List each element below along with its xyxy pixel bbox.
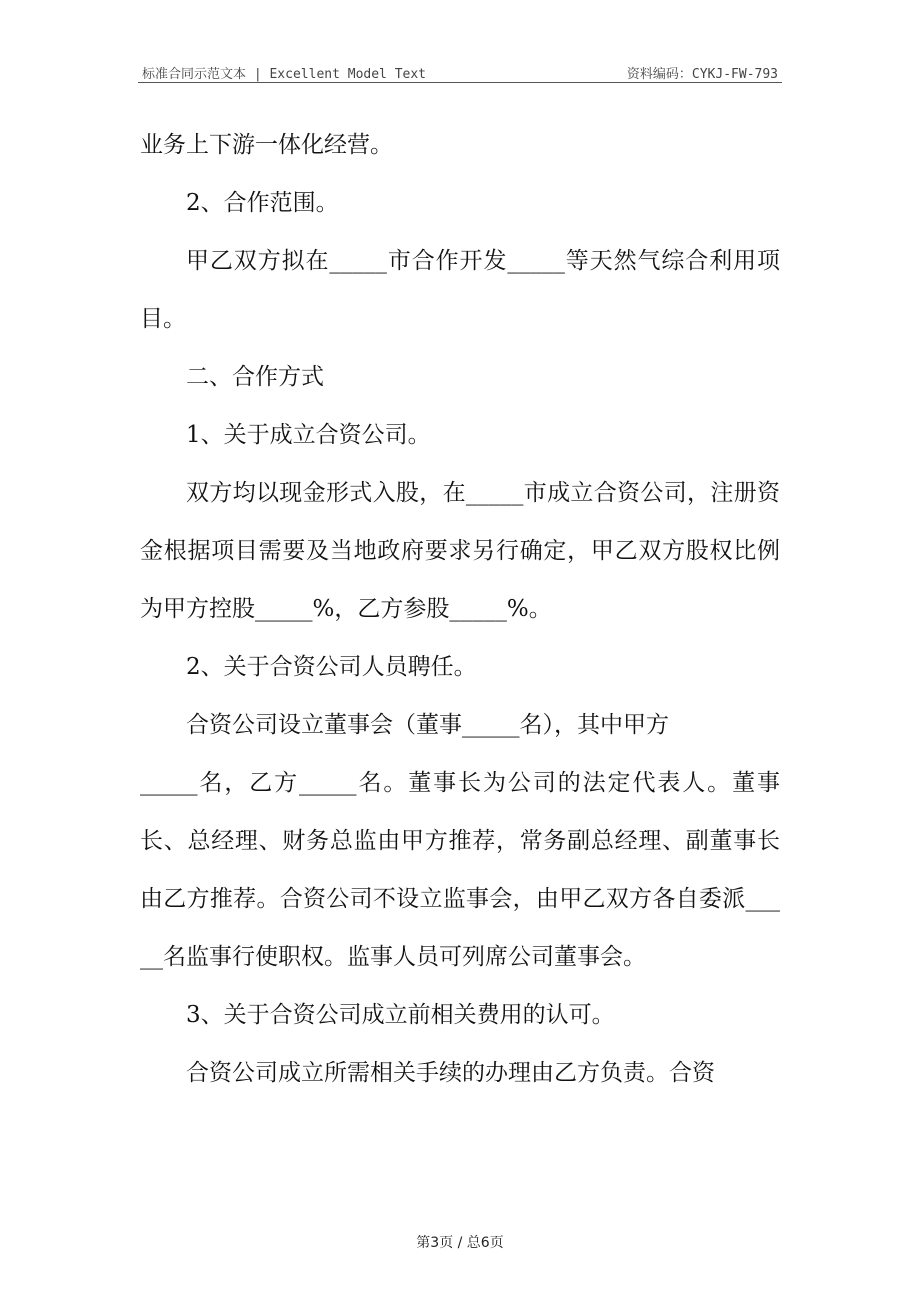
page-number: 第3页 / 总6页	[416, 1235, 504, 1251]
paragraph: 2、关于合资公司人员聘任。	[186, 654, 477, 680]
header-title: 标准合同示范文本 | Excellent Model Text	[142, 67, 427, 82]
paragraph: 1、关于成立合资公司。	[186, 422, 431, 448]
paragraph: _____名，乙方_____名。董事长为公司的法定代表人。董事长、总经理、财务总监由甲方推荐，常务副总经理、副董事长由乙方推荐。合资公司不设立监事会，由甲乙双方各自委派_____名监事行使职权。监事人员可列席公司董事会。	[140, 770, 780, 970]
paragraph: 双方均以现金形式入股，在_____市成立合资公司，注册资金根据项目需要及当地政府要求另行确定，甲乙双方股权比例为甲方控股_____%，乙方参股_____%。	[140, 480, 780, 622]
page-footer	[0, 1232, 920, 1252]
section-heading: 二、合作方式	[186, 364, 324, 390]
header-doc-code: 资料编码：CYKJ-FW-793	[626, 67, 778, 82]
paragraph: 合资公司设立董事会（董事_____名），其中甲方	[186, 712, 669, 738]
paragraph: 甲乙双方拟在_____市合作开发_____等天然气综合利用项目。	[140, 248, 780, 332]
paragraph: 业务上下游一体化经营。	[140, 132, 393, 158]
document-body	[140, 116, 780, 1102]
paragraph: 3、关于合资公司成立前相关费用的认可。	[186, 1002, 615, 1028]
paragraph: 2、合作范围。	[186, 190, 339, 216]
paragraph: 合资公司成立所需相关手续的办理由乙方负责。合资	[186, 1060, 715, 1086]
page-header	[138, 60, 782, 83]
